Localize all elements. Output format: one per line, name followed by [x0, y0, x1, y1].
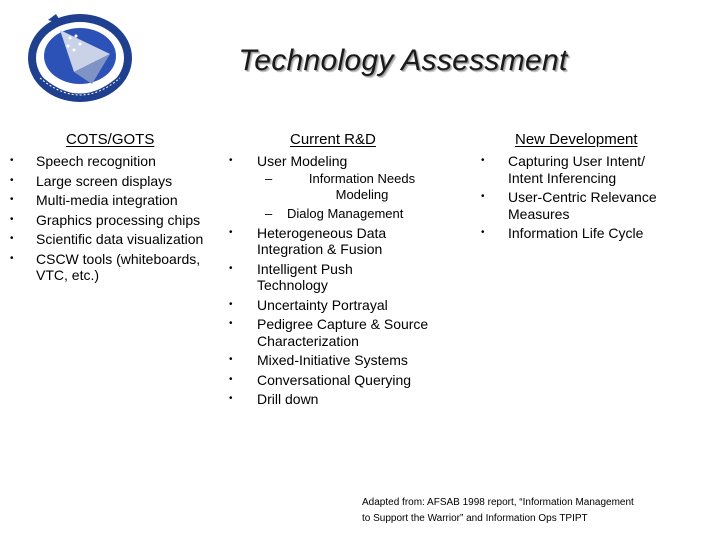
list-item-text: Drill down — [257, 391, 319, 407]
list-item-text: Conversational Querying — [257, 371, 412, 388]
list-item-text: User-Centric Relevance Measures — [508, 189, 657, 222]
slide-title: Technology Assessment — [238, 44, 568, 77]
list-item-text: Dialog Management — [287, 205, 404, 221]
list-item-text: Graphics processing chips — [36, 211, 201, 228]
list-item: • Pedigree Capture & Source Characterization — [257, 316, 457, 349]
list-item-text: Information Life Cycle — [508, 225, 644, 241]
list-item: • Mixed-Initiative Systems — [229, 352, 408, 368]
list-item-text: Multi-media integration — [36, 192, 178, 208]
list-item: • Scientific data visualization — [10, 231, 204, 247]
list-item-text: Uncertainty Portrayal — [257, 296, 388, 313]
organization-emblem-icon — [18, 6, 136, 106]
list-item: • Information Life Cycle — [481, 225, 644, 241]
list-item-text: Speech recognition — [36, 153, 156, 169]
list-item: • Conversational Querying — [229, 371, 412, 388]
list-item: • Heterogeneous Data Integration & Fusion — [257, 225, 457, 258]
source-footnote — [362, 495, 717, 527]
list-item: • Intelligent Push Technology — [257, 261, 457, 294]
list-item: • User Modeling — [229, 153, 348, 169]
list-item: • Graphics processing chips — [10, 211, 201, 228]
new-development-list — [481, 153, 708, 245]
footnote-line: Adapted from: AFSAB 1998 report, “Information Management — [362, 497, 634, 508]
list-item-text: Large screen displays — [36, 172, 173, 189]
current-rd-heading: Current R&D — [290, 131, 376, 148]
list-item-text: Capturing User Intent/ Intent Inferencing — [508, 153, 645, 186]
list-item-text: Scientific data visualization — [36, 231, 204, 247]
list-item: • CSCW tools (whiteboards, VTC, etc.) — [10, 250, 201, 283]
list-item-text: CSCW tools (whiteboards, VTC, etc.) — [36, 250, 201, 283]
current-rd-list — [229, 153, 457, 411]
list-item-text: Information Needs Modeling — [308, 170, 416, 202]
list-item-text: Heterogeneous Data Integration & Fusion — [257, 224, 387, 257]
sub-list-item: – Dialog Management — [265, 205, 404, 221]
list-item-text: Intelligent Push Technology — [257, 260, 353, 293]
list-item: • Uncertainty Portrayal — [229, 296, 388, 313]
cots-gots-heading: COTS/GOTS — [66, 131, 155, 148]
list-item: • Multi-media integration — [10, 192, 178, 208]
sub-list-item: – Information Needs Modeling — [257, 171, 457, 203]
footnote-line: to Support the Warrior” and Information Ops TPIPT — [362, 513, 588, 524]
list-item: • Large screen displays — [10, 172, 173, 189]
list-item-text: Pedigree Capture & Source Characterization — [257, 316, 429, 349]
list-item-text: User Modeling — [257, 153, 348, 169]
new-development-heading: New Development — [515, 131, 638, 148]
list-item: • Drill down — [229, 391, 319, 407]
list-item: • User-Centric Relevance Measures — [508, 189, 708, 222]
list-item: • Speech recognition — [10, 153, 156, 169]
cots-gots-list — [10, 153, 208, 287]
list-item-text: Mixed-Initiative Systems — [257, 352, 408, 368]
list-item: • Capturing User Intent/ Intent Inferencing — [508, 153, 708, 186]
